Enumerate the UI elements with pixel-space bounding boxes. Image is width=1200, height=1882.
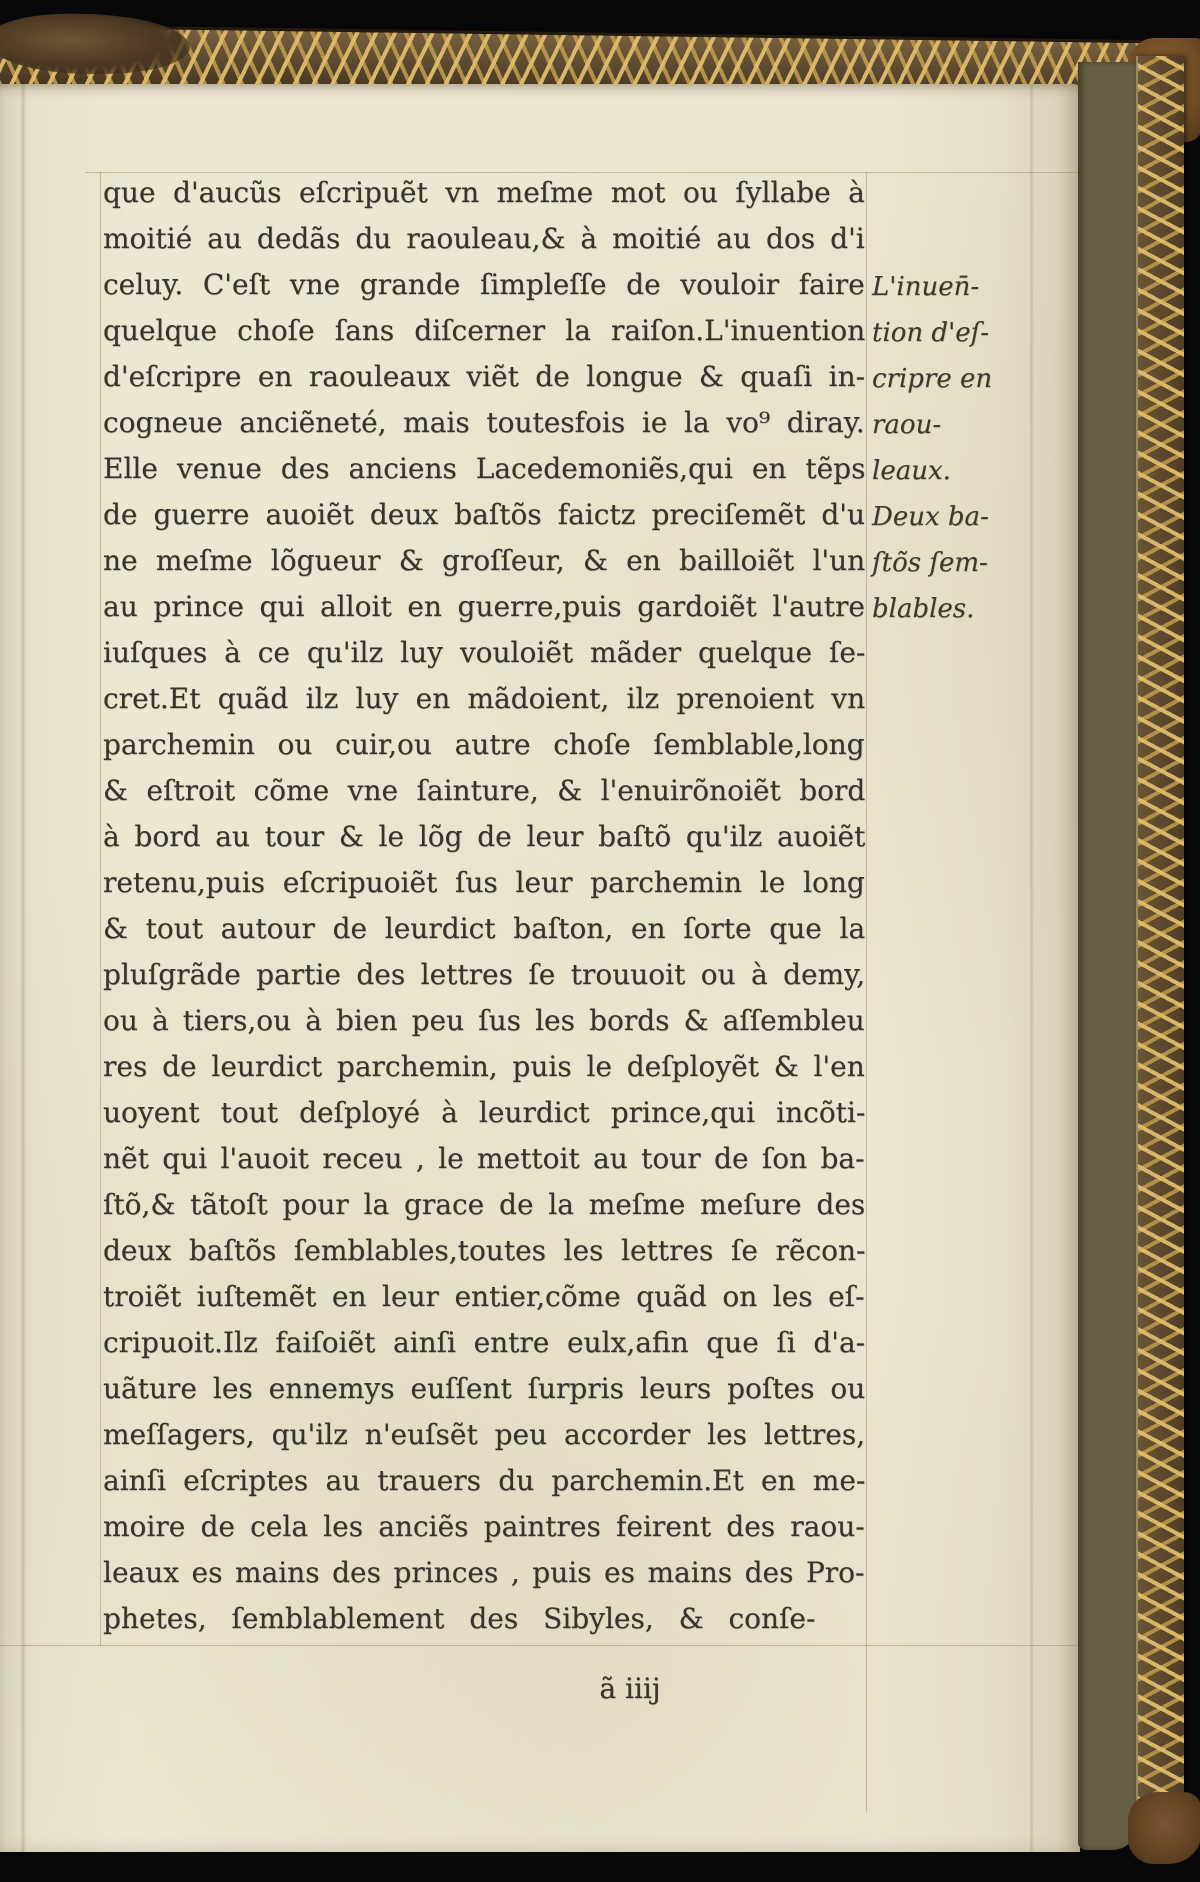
- book-page: [0, 84, 1080, 1852]
- margin-note: cripre en: [872, 364, 993, 394]
- gutter-crease: [20, 84, 26, 1852]
- text-line: celuy. C'eſt vne grande ſimpleſſe de vouloir faire: [103, 268, 865, 301]
- text-line: à bord au tour & le lõg de leur baſtõ qu'ilz auoiẽt: [103, 820, 866, 853]
- text-line: retenu,puis eſcripuoiẽt ſus leur parchemin le long: [103, 866, 865, 899]
- text-line: moitié au dedãs du raouleau,& à moitié au dos d'i: [103, 222, 865, 255]
- text-line: phetes, ſemblablement des Sibyles, & conſe-: [103, 1602, 816, 1635]
- text-line: ainſi eſcriptes au trauers du parchemin.Et en me-: [103, 1464, 866, 1497]
- text-line: ne meſme lõgueur & groſſeur, & en bailloiẽt l'un: [103, 544, 866, 577]
- text-line: cripuoit.Ilz faiſoiẽt ainſi entre eulx,afin que ſi d'a-: [103, 1326, 866, 1359]
- text-line: cret.Et quãd ilz luy en mãdoient, ilz prenoient vn: [103, 682, 866, 715]
- text-line: leaux es mains des princes , puis es mains des Pro-: [103, 1556, 865, 1589]
- text-line: & eſtroit cõme vne ſainture, & l'enuirõnoiẽt bord: [103, 774, 866, 807]
- margin-note: blables.: [872, 594, 975, 624]
- text-line: meſſagers, qu'ilz n'euſsẽt peu accorder les lettres,: [103, 1418, 866, 1451]
- page-edge-stack: [1078, 62, 1138, 1850]
- text-line: quelque choſe ſans diſcerner la raiſon.L'inuention: [103, 314, 866, 347]
- text-line: pluſgrãde partie des lettres ſe trouuoit ou à demy,: [103, 958, 866, 991]
- text-line: d'eſcripre en raouleaux viẽt de longue & quaſi in-: [103, 360, 866, 393]
- signature-mark: ã iiij: [599, 1672, 661, 1705]
- text-line: que d'aucũs eſcripuẽt vn meſme mot ou ſyllabe à: [103, 176, 865, 209]
- margin-note: Deux ba-: [872, 502, 989, 532]
- text-line: nẽt qui l'auoit receu , le mettoit au tour de ſon ba-: [103, 1142, 865, 1175]
- headband: [0, 12, 191, 76]
- main-text-block: [103, 170, 865, 1642]
- text-line: uoyent tout deſployé à leurdict prince,qui incõti-: [103, 1096, 866, 1129]
- text-line: res de leurdict parchemin, puis le deſployẽt & l'en: [103, 1050, 865, 1083]
- ruled-line-margin: [866, 172, 867, 1812]
- text-line: iuſques à ce qu'ilz luy vouloiẽt mãder quelque ſe-: [103, 636, 866, 669]
- margin-note: tion d'eſ-: [872, 318, 990, 348]
- text-line: au prince qui alloit en guerre,puis gardoiẽt l'autre: [103, 590, 865, 623]
- fore-edge-crease: [1029, 84, 1034, 1852]
- text-line: de guerre auoiẽt deux baſtõs faictz preciſemẽt d'u: [103, 498, 865, 531]
- text-line: moire de cela les anciẽs paintres feirent des raou-: [103, 1510, 865, 1543]
- ruled-line-left: [100, 172, 101, 1646]
- text-line: ſtõ,& tãtoſt pour la grace de la meſme meſure des: [103, 1188, 866, 1221]
- text-line: & tout autour de leurdict baſton, en ſorte que la: [103, 912, 866, 945]
- binding-corner-bottom: [1128, 1792, 1200, 1864]
- margin-note: raou-: [872, 410, 942, 440]
- margin-note: ſtõs ſem-: [872, 548, 988, 578]
- text-line: troiẽt iuſtemẽt en leur entier,cõme quãd on les eſ-: [103, 1280, 865, 1313]
- text-line: parchemin ou cuir,ou autre choſe ſemblable,long: [103, 728, 865, 761]
- text-line: ou à tiers,ou à bien peu ſus les bords & aſſembleu: [103, 1004, 865, 1037]
- fore-edge-gilt: [1136, 56, 1184, 1848]
- ruled-line-bottom: [0, 1645, 1080, 1646]
- margin-note: L'inuen̄-: [872, 272, 980, 302]
- text-line: uãture les ennemys euſſent ſurpris leurs poſtes ou: [103, 1372, 866, 1405]
- text-line: cogneue anciẽneté, mais toutesfois ie la vo⁹ diray.: [103, 406, 865, 439]
- margin-note: leaux.: [872, 456, 951, 486]
- text-line: Elle venue des anciens Lacedemoniẽs,qui en tẽps: [103, 452, 866, 485]
- text-line: deux baſtõs ſemblables,toutes les lettres ſe rẽcon-: [103, 1234, 866, 1267]
